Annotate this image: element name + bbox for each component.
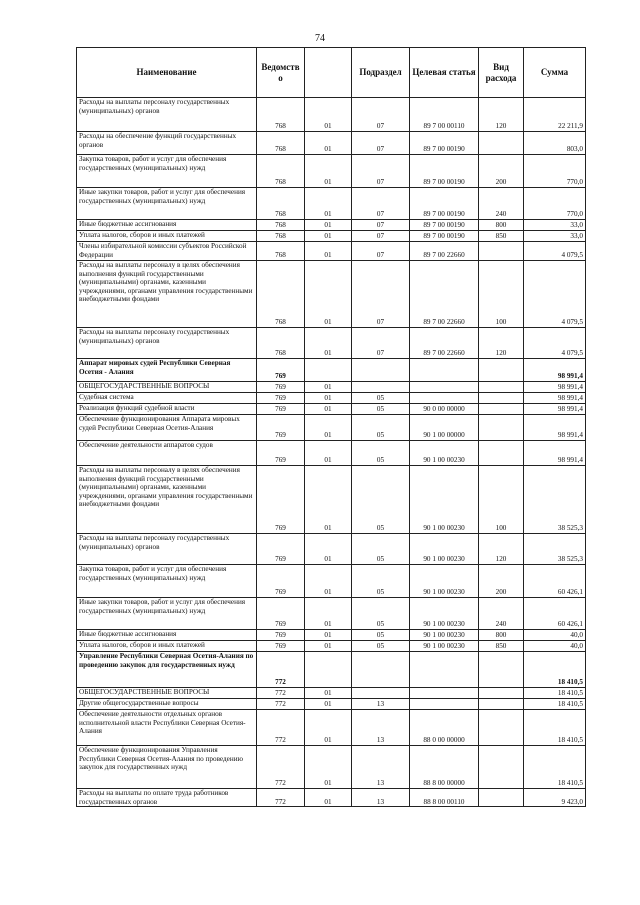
row-target: 89 7 00 22660 xyxy=(410,328,479,359)
table-row xyxy=(77,598,586,630)
header-section xyxy=(305,48,352,98)
row-target: 90 1 00 00000 xyxy=(410,415,479,441)
row-dept: 768 xyxy=(257,132,305,155)
row-exp-type: 200 xyxy=(479,155,524,188)
table-row xyxy=(77,404,586,415)
row-target xyxy=(410,652,479,688)
row-exp-type xyxy=(479,404,524,415)
row-name: Расходы на выплаты персоналу в целях обеспечения выполнения функций государственными (муниципальными) органами, казенными учреждениями, органами управления государственными внебюджетными фондами xyxy=(77,466,257,534)
row-exp-type xyxy=(479,132,524,155)
row-name: Расходы на выплаты персоналу государственных (муниципальных) органов xyxy=(77,328,257,359)
row-dept: 768 xyxy=(257,98,305,132)
row-name: Закупка товаров, работ и услуг для обеспечения государственных (муниципальных) нужд xyxy=(77,565,257,598)
row-amount: 98 991,4 xyxy=(524,382,586,393)
table-row xyxy=(77,466,586,534)
row-dept: 769 xyxy=(257,630,305,641)
row-name: Расходы на выплаты персоналу государственных (муниципальных) органов xyxy=(77,534,257,565)
table-row xyxy=(77,710,586,746)
row-section: 01 xyxy=(305,789,352,807)
row-exp-type: 850 xyxy=(479,641,524,652)
row-amount: 98 991,4 xyxy=(524,441,586,466)
row-dept: 769 xyxy=(257,393,305,404)
row-exp-type: 240 xyxy=(479,188,524,220)
row-dept: 768 xyxy=(257,242,305,261)
row-amount: 9 423,0 xyxy=(524,789,586,807)
row-name: Расходы на выплаты персоналу государственных (муниципальных) органов xyxy=(77,98,257,132)
row-name: Расходы на обеспечение функций государственных органов xyxy=(77,132,257,155)
row-exp-type: 800 xyxy=(479,220,524,231)
row-target: 90 1 00 00230 xyxy=(410,641,479,652)
row-dept: 768 xyxy=(257,155,305,188)
row-exp-type xyxy=(479,699,524,710)
row-section xyxy=(305,359,352,382)
row-amount: 4 079,5 xyxy=(524,328,586,359)
row-subsection: 05 xyxy=(352,630,410,641)
row-exp-type xyxy=(479,652,524,688)
row-name: Управление Республики Северная Осетия-Алания по проведению закупок для государственных нужд xyxy=(77,652,257,688)
row-name: Аппарат мировых судей Республики Северная Осетия - Алания xyxy=(77,359,257,382)
row-exp-type xyxy=(479,359,524,382)
header-target: Целевая статья xyxy=(410,48,479,98)
row-subsection: 07 xyxy=(352,98,410,132)
row-target: 90 1 00 00230 xyxy=(410,565,479,598)
header-name: Наименование xyxy=(77,48,257,98)
row-subsection: 07 xyxy=(352,155,410,188)
row-subsection: 13 xyxy=(352,789,410,807)
row-amount: 38 525,3 xyxy=(524,466,586,534)
row-exp-type xyxy=(479,382,524,393)
row-target: 89 7 00 00110 xyxy=(410,98,479,132)
row-dept: 769 xyxy=(257,534,305,565)
row-dept: 772 xyxy=(257,699,305,710)
row-name: Обеспечение деятельности отдельных органов исполнительной власти Республики Северная Осетия-Алания xyxy=(77,710,257,746)
row-exp-type: 200 xyxy=(479,565,524,598)
row-name: Обеспечение функционирования Аппарата мировых судей Республики Северная Осетия-Алания xyxy=(77,415,257,441)
row-subsection: 07 xyxy=(352,242,410,261)
page-number: 74 xyxy=(315,33,325,44)
row-section: 01 xyxy=(305,382,352,393)
row-subsection: 05 xyxy=(352,641,410,652)
row-exp-type: 800 xyxy=(479,630,524,641)
row-subsection: 07 xyxy=(352,188,410,220)
row-subsection xyxy=(352,688,410,699)
row-dept: 769 xyxy=(257,641,305,652)
row-subsection: 05 xyxy=(352,404,410,415)
row-target: 90 0 00 00000 xyxy=(410,404,479,415)
row-section: 01 xyxy=(305,261,352,328)
row-section: 01 xyxy=(305,415,352,441)
row-amount: 770,0 xyxy=(524,155,586,188)
row-subsection: 05 xyxy=(352,598,410,630)
row-target xyxy=(410,688,479,699)
table-row xyxy=(77,220,586,231)
row-name: ОБЩЕГОСУДАРСТВЕННЫЕ ВОПРОСЫ xyxy=(77,688,257,699)
row-section: 01 xyxy=(305,598,352,630)
row-dept: 769 xyxy=(257,382,305,393)
table-row xyxy=(77,359,586,382)
row-name: Иные бюджетные ассигнования xyxy=(77,630,257,641)
row-exp-type xyxy=(479,789,524,807)
row-amount: 38 525,3 xyxy=(524,534,586,565)
row-amount: 98 991,4 xyxy=(524,415,586,441)
row-target xyxy=(410,359,479,382)
row-target: 90 1 00 00230 xyxy=(410,466,479,534)
row-dept: 769 xyxy=(257,359,305,382)
row-target: 88 8 00 00000 xyxy=(410,746,479,789)
row-target: 88 0 00 00000 xyxy=(410,710,479,746)
row-section: 01 xyxy=(305,393,352,404)
row-target: 90 1 00 00230 xyxy=(410,441,479,466)
row-target: 88 8 00 00110 xyxy=(410,789,479,807)
row-dept: 772 xyxy=(257,688,305,699)
header-exp-type: Вид расхода xyxy=(479,48,524,98)
row-name: Другие общегосударственные вопросы xyxy=(77,699,257,710)
row-dept: 772 xyxy=(257,710,305,746)
row-target: 89 7 00 00190 xyxy=(410,188,479,220)
row-target: 90 1 00 00230 xyxy=(410,534,479,565)
row-amount: 18 410,5 xyxy=(524,652,586,688)
row-amount: 770,0 xyxy=(524,188,586,220)
row-amount: 98 991,4 xyxy=(524,404,586,415)
row-amount: 40,0 xyxy=(524,641,586,652)
row-exp-type: 850 xyxy=(479,231,524,242)
row-subsection: 05 xyxy=(352,534,410,565)
table-row xyxy=(77,652,586,688)
row-subsection: 05 xyxy=(352,415,410,441)
row-amount: 33,0 xyxy=(524,231,586,242)
row-target xyxy=(410,382,479,393)
table-row xyxy=(77,155,586,188)
row-target xyxy=(410,699,479,710)
row-target: 89 7 00 00190 xyxy=(410,155,479,188)
row-section: 01 xyxy=(305,441,352,466)
table-row xyxy=(77,534,586,565)
row-subsection: 13 xyxy=(352,699,410,710)
row-section: 01 xyxy=(305,699,352,710)
row-amount: 803,0 xyxy=(524,132,586,155)
row-section: 01 xyxy=(305,188,352,220)
row-section: 01 xyxy=(305,534,352,565)
table-row xyxy=(77,630,586,641)
row-exp-type: 100 xyxy=(479,261,524,328)
row-subsection: 07 xyxy=(352,261,410,328)
table-row xyxy=(77,132,586,155)
table-row xyxy=(77,641,586,652)
row-section: 01 xyxy=(305,242,352,261)
row-exp-type xyxy=(479,710,524,746)
table-row xyxy=(77,565,586,598)
row-dept: 768 xyxy=(257,231,305,242)
row-name: Уплата налогов, сборов и иных платежей xyxy=(77,231,257,242)
row-name: Закупка товаров, работ и услуг для обеспечения государственных (муниципальных) нужд xyxy=(77,155,257,188)
row-target: 90 1 00 00230 xyxy=(410,598,479,630)
table-row xyxy=(77,746,586,789)
row-subsection: 05 xyxy=(352,466,410,534)
row-dept: 772 xyxy=(257,746,305,789)
row-subsection: 13 xyxy=(352,746,410,789)
row-name: Реализация функций судебной власти xyxy=(77,404,257,415)
row-exp-type xyxy=(479,393,524,404)
row-exp-type xyxy=(479,242,524,261)
row-amount: 98 991,4 xyxy=(524,393,586,404)
table-row xyxy=(77,393,586,404)
row-section: 01 xyxy=(305,565,352,598)
row-name: Уплата налогов, сборов и иных платежей xyxy=(77,641,257,652)
row-dept: 769 xyxy=(257,441,305,466)
row-exp-type: 120 xyxy=(479,328,524,359)
row-section: 01 xyxy=(305,98,352,132)
row-dept: 769 xyxy=(257,598,305,630)
header-row xyxy=(77,48,586,98)
table-row xyxy=(77,98,586,132)
row-target xyxy=(410,393,479,404)
row-exp-type xyxy=(479,746,524,789)
row-amount: 98 991,4 xyxy=(524,359,586,382)
row-amount: 4 079,5 xyxy=(524,242,586,261)
row-subsection: 05 xyxy=(352,565,410,598)
row-dept: 768 xyxy=(257,261,305,328)
row-subsection: 05 xyxy=(352,393,410,404)
row-name: Расходы на выплаты персоналу в целях обеспечения выполнения функций государственными (муниципальными) органами, казенными учреждениями, органами управления государственными внебюджетными фондами xyxy=(77,261,257,328)
row-exp-type: 100 xyxy=(479,466,524,534)
table-row xyxy=(77,688,586,699)
budget-table xyxy=(76,47,586,807)
row-subsection: 13 xyxy=(352,710,410,746)
header-subsection: Подраздел xyxy=(352,48,410,98)
row-dept: 769 xyxy=(257,466,305,534)
row-amount: 60 426,1 xyxy=(524,565,586,598)
row-name: Судебная система xyxy=(77,393,257,404)
row-name: ОБЩЕГОСУДАРСТВЕННЫЕ ВОПРОСЫ xyxy=(77,382,257,393)
row-amount: 33,0 xyxy=(524,220,586,231)
row-section: 01 xyxy=(305,746,352,789)
row-dept: 772 xyxy=(257,789,305,807)
row-target: 89 7 00 22660 xyxy=(410,242,479,261)
row-amount: 18 410,5 xyxy=(524,688,586,699)
row-exp-type: 240 xyxy=(479,598,524,630)
table-row xyxy=(77,415,586,441)
row-dept: 768 xyxy=(257,220,305,231)
table-row xyxy=(77,231,586,242)
row-section: 01 xyxy=(305,132,352,155)
row-subsection xyxy=(352,359,410,382)
row-section: 01 xyxy=(305,688,352,699)
row-subsection xyxy=(352,382,410,393)
table-row xyxy=(77,328,586,359)
row-subsection: 07 xyxy=(352,220,410,231)
table-row xyxy=(77,261,586,328)
row-amount: 18 410,5 xyxy=(524,699,586,710)
row-name: Члены избирательной комиссии субъектов Российской Федерации xyxy=(77,242,257,261)
row-subsection: 07 xyxy=(352,231,410,242)
row-name: Обеспечение деятельности аппаратов судов xyxy=(77,441,257,466)
row-exp-type: 120 xyxy=(479,98,524,132)
row-subsection xyxy=(352,652,410,688)
row-amount: 60 426,1 xyxy=(524,598,586,630)
row-section: 01 xyxy=(305,231,352,242)
table-row xyxy=(77,188,586,220)
row-section: 01 xyxy=(305,155,352,188)
row-amount: 18 410,5 xyxy=(524,746,586,789)
row-section: 01 xyxy=(305,328,352,359)
table-row xyxy=(77,441,586,466)
row-subsection: 05 xyxy=(352,441,410,466)
row-section: 01 xyxy=(305,220,352,231)
row-target: 89 7 00 00190 xyxy=(410,132,479,155)
table-row xyxy=(77,242,586,261)
row-name: Иные бюджетные ассигнования xyxy=(77,220,257,231)
table-body xyxy=(77,98,586,807)
table-row xyxy=(77,789,586,807)
row-section: 01 xyxy=(305,641,352,652)
table-row xyxy=(77,699,586,710)
row-target: 89 7 00 22660 xyxy=(410,261,479,328)
row-target: 89 7 00 00190 xyxy=(410,220,479,231)
row-name: Иные закупки товаров, работ и услуг для обеспечения государственных (муниципальных) нужд xyxy=(77,598,257,630)
row-target: 89 7 00 00190 xyxy=(410,231,479,242)
header-amount: Сумма xyxy=(524,48,586,98)
row-subsection: 07 xyxy=(352,132,410,155)
row-exp-type: 120 xyxy=(479,534,524,565)
row-dept: 769 xyxy=(257,565,305,598)
row-dept: 768 xyxy=(257,188,305,220)
row-exp-type xyxy=(479,688,524,699)
header-dept: Ведомств о xyxy=(257,48,305,98)
row-dept: 768 xyxy=(257,328,305,359)
row-amount: 18 410,5 xyxy=(524,710,586,746)
row-section: 01 xyxy=(305,630,352,641)
row-target: 90 1 00 00230 xyxy=(410,630,479,641)
row-name: Расходы на выплаты по оплате труда работников государственных органов xyxy=(77,789,257,807)
row-amount: 40,0 xyxy=(524,630,586,641)
row-section: 01 xyxy=(305,404,352,415)
row-amount: 4 079,5 xyxy=(524,261,586,328)
row-dept: 769 xyxy=(257,415,305,441)
row-subsection: 07 xyxy=(352,328,410,359)
row-exp-type xyxy=(479,415,524,441)
row-dept: 772 xyxy=(257,652,305,688)
table-row xyxy=(77,382,586,393)
row-exp-type xyxy=(479,441,524,466)
row-name: Иные закупки товаров, работ и услуг для обеспечения государственных (муниципальных) нужд xyxy=(77,188,257,220)
row-name: Обеспечение функционирования Управления Республики Северная Осетия-Алания по проведению закупок для государственных нужд xyxy=(77,746,257,789)
row-section: 01 xyxy=(305,466,352,534)
row-dept: 769 xyxy=(257,404,305,415)
row-section xyxy=(305,652,352,688)
row-amount: 22 211,9 xyxy=(524,98,586,132)
row-section: 01 xyxy=(305,710,352,746)
